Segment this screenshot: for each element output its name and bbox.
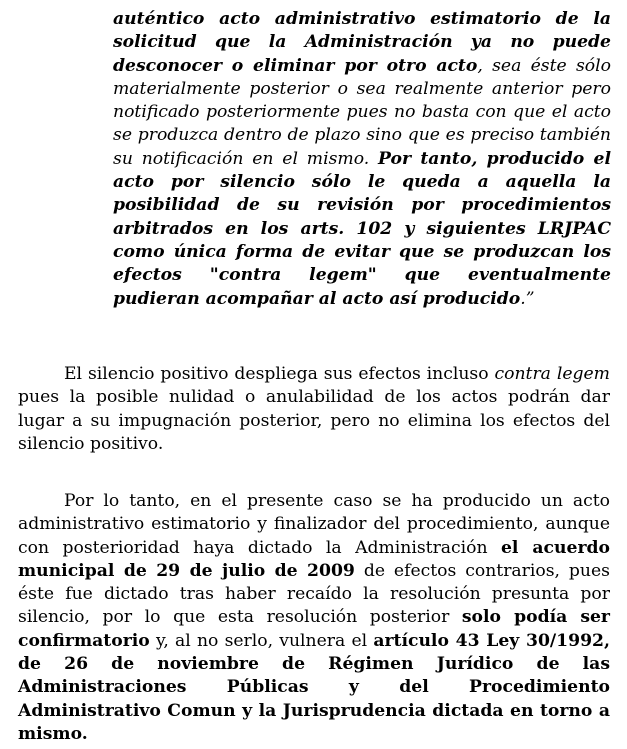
quoted-passage <box>113 8 611 311</box>
quote-segment-2: , sea éste sólo materialmente posterior o sea realmente anterior pero notificado posteriormente pues no basta con que el acto se produzca dentro de plazo sino que es preciso también su notificación en el mismo. <box>113 55 611 169</box>
quote-closing: .” <box>520 288 535 309</box>
para2-segment-5: y, al no serlo, vulnera el <box>149 630 374 651</box>
paragraph-conclusion <box>18 490 610 746</box>
quote-bold-segment-3: Por tanto, producido el acto por silencio sólo le queda a aquella la posibilidad de su revisión por procedimientos arbitrados en los arts. 102 y siguientes LRJPAC como única forma de evitar que se produzcan los efectos "contra legem" que eventualmente pudieran acompañar al acto así producido <box>113 148 611 309</box>
para1-segment-1: El silencio positivo despliega sus efectos incluso <box>64 364 495 384</box>
para1-italic-contra-legem: contra legem <box>494 364 610 384</box>
para2-bold-articulo: artículo 43 Ley 30/1992, de 26 de noviembre de Régimen Jurídico de las Administraciones Públicas y del Procedimiento Administrativo Comun y la Jurisprudencia dictada en torno a mismo. <box>18 630 610 744</box>
para2-segment-3: de efectos contrarios, pues éste fue dictado tras haber recaído la resolución presunta por silencio, por lo que esta resolución posterior <box>18 560 610 628</box>
para2-bold-confirmatorio: solo podía ser confirmatorio <box>18 607 610 651</box>
para2-segment-1: Por lo tanto, en el presente caso se ha producido un acto administrativo estimatorio y finalizador del procedimiento, aunque con posterioridad haya dictado la Administración <box>18 491 610 558</box>
para1-segment-3: pues la posible nulidad o anulabilidad de los actos podrán dar lugar a su impugnación posterior, pero no elimina los efectos del silencio positivo. <box>18 387 610 454</box>
paragraph-silencio-positivo <box>18 363 610 456</box>
quote-bold-segment-1: auténtico acto administrativo estimatorio de la solicitud que la Administración ya no puede desconocer o eliminar por otro acto <box>113 9 611 76</box>
para2-bold-acuerdo: el acuerdo municipal de 29 de julio de 2009 <box>18 537 610 581</box>
